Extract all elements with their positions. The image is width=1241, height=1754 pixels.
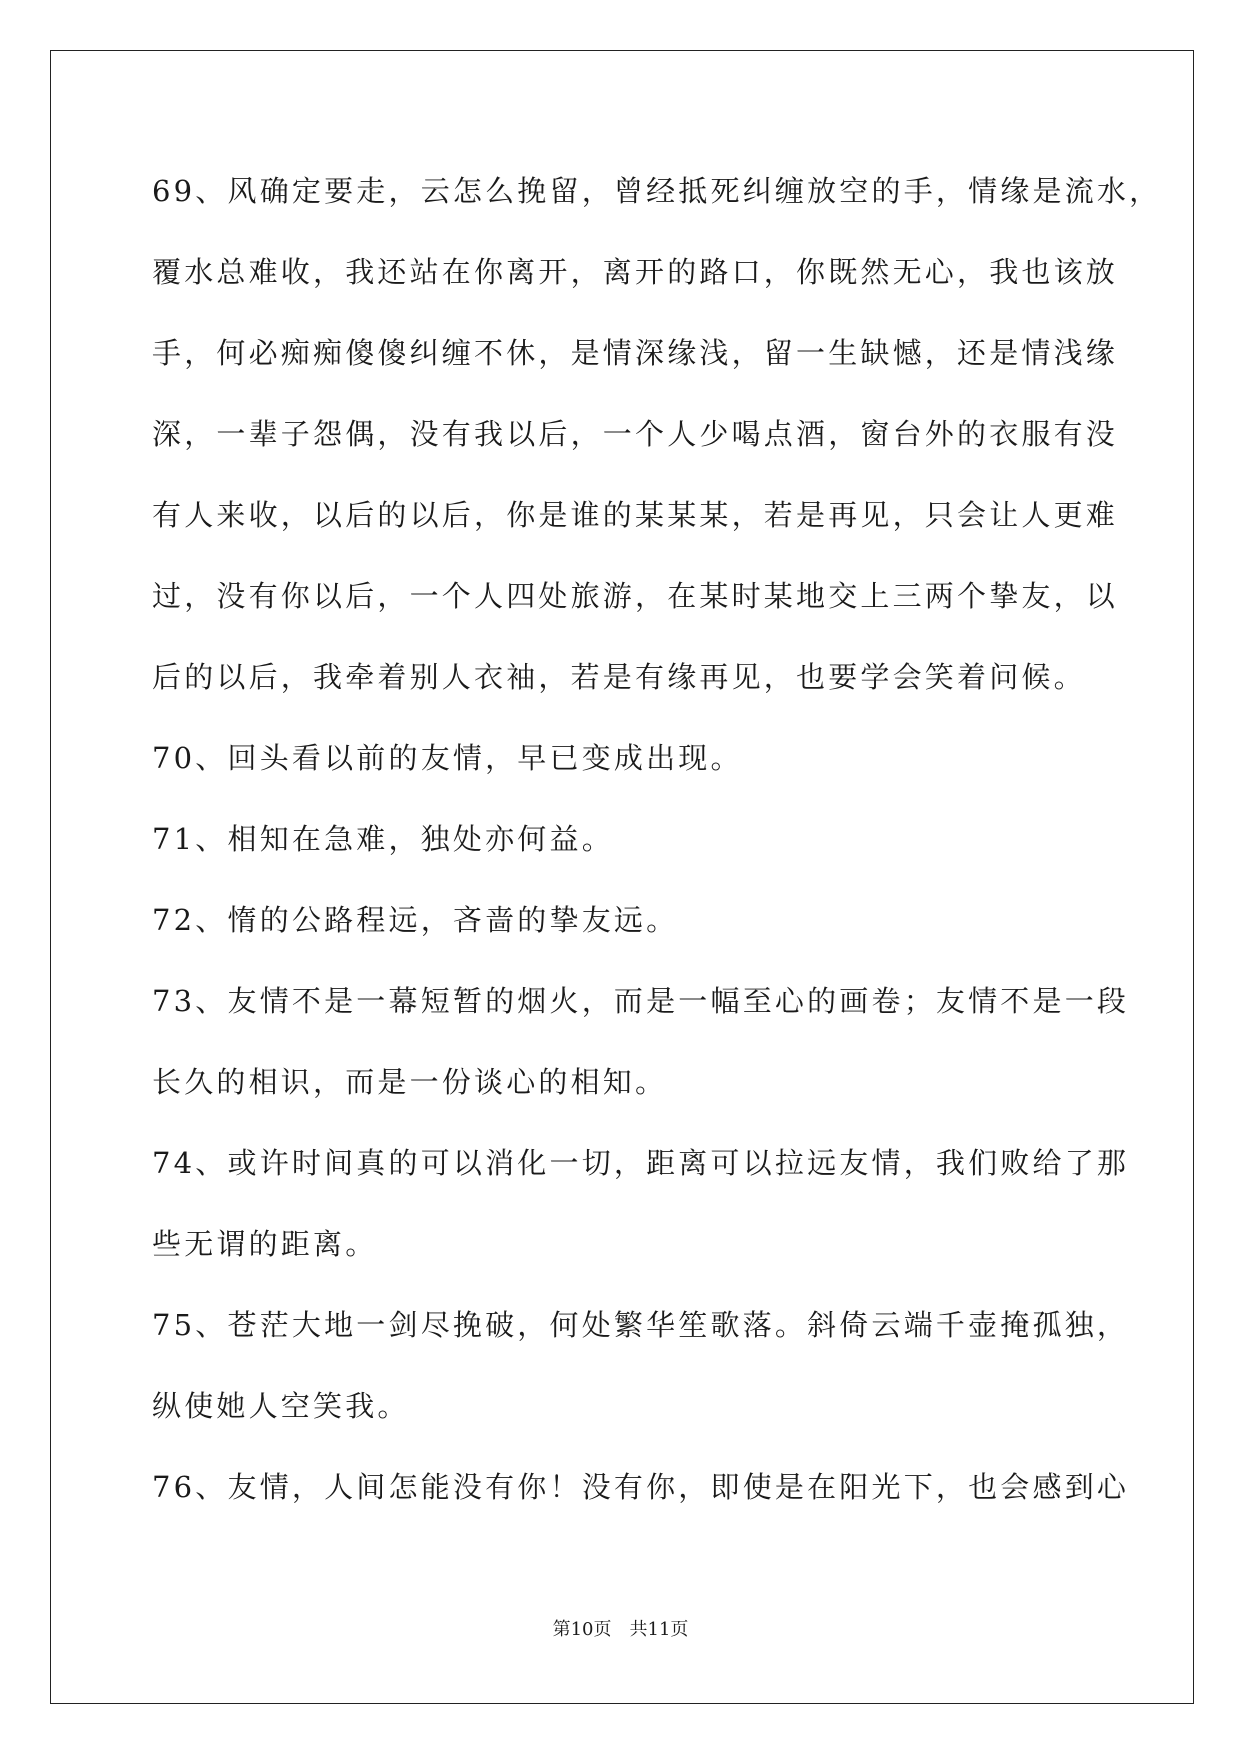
text-line: 75、苍茫大地一剑尽挽破，何处繁华笙歌落。斜倚云端千壶掩孤独， bbox=[152, 1308, 1130, 1342]
total-pages-label: 共11页 bbox=[629, 1619, 689, 1640]
text-line: 长久的相识，而是一份谈心的相知。 bbox=[152, 1065, 668, 1099]
text-line: 后的以后，我牵着别人衣袖，若是有缘再见，也要学会笑着问候。 bbox=[152, 660, 1086, 694]
text-line: 覆水总难收，我还站在你离开，离开的路口，你既然无心，我也该放 bbox=[152, 255, 1119, 289]
text-line: 过，没有你以后，一个人四处旅游，在某时某地交上三两个挚友，以 bbox=[152, 579, 1119, 613]
text-line: 69、风确定要走，云怎么挽留，曾经抵死纠缠放空的手，情缘是流水， bbox=[152, 174, 1162, 208]
text-line: 些无谓的距离。 bbox=[152, 1227, 378, 1261]
text-line: 74、或许时间真的可以消化一切，距离可以拉远友情，我们败给了那 bbox=[152, 1146, 1130, 1180]
text-line: 纵使她人空笑我。 bbox=[152, 1389, 410, 1423]
text-line: 深，一辈子怨偶，没有我以后，一个人少喝点酒，窗台外的衣服有没 bbox=[152, 417, 1119, 451]
text-line: 70、回头看以前的友情，早已变成出现。 bbox=[152, 741, 743, 775]
text-line: 71、相知在急难，独处亦何益。 bbox=[152, 822, 614, 856]
text-line: 手，何必痴痴傻傻纠缠不休，是情深缘浅，留一生缺憾，还是情浅缘 bbox=[152, 336, 1119, 370]
current-page-label: 第10页 bbox=[552, 1619, 612, 1640]
text-line: 76、友情，人间怎能没有你！没有你，即使是在阳光下，也会感到心 bbox=[152, 1470, 1130, 1504]
text-line: 有人来收，以后的以后，你是谁的某某某，若是再见，只会让人更难 bbox=[152, 498, 1119, 532]
text-line: 73、友情不是一幕短暂的烟火，而是一幅至心的画卷；友情不是一段 bbox=[152, 984, 1130, 1018]
page-footer bbox=[0, 1617, 1241, 1643]
document-body bbox=[152, 158, 1162, 1535]
text-line: 72、惰的公路程远，吝啬的挚友远。 bbox=[152, 903, 679, 937]
